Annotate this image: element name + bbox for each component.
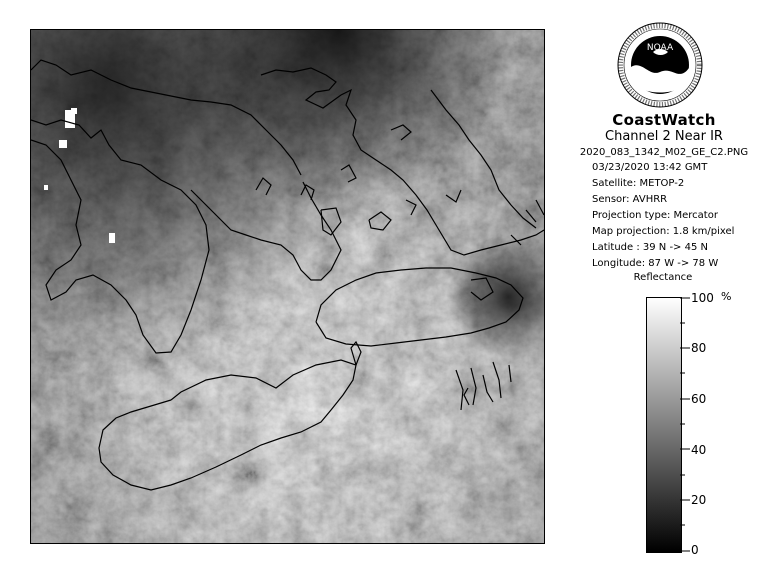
brand-title: CoastWatch <box>612 111 716 129</box>
longitude-label: Longitude: 87 W -> 78 W <box>592 258 719 269</box>
tick-label-20: 20 <box>691 493 707 507</box>
datetime-label: 03/23/2020 13:42 GMT <box>592 162 708 173</box>
noaa-logo <box>617 22 703 108</box>
filename-label: 2020_083_1342_M02_GE_C2.PNG <box>579 147 749 158</box>
reflectance-colorbar <box>646 297 682 553</box>
tick-label-60: 60 <box>691 392 707 406</box>
logo-center-text: NOAA <box>646 43 674 53</box>
tick-marks <box>680 298 690 551</box>
colorbar-ticks <box>680 297 692 553</box>
satellite-label: Satellite: METOP-2 <box>592 178 685 189</box>
channel-label: Channel 2 Near IR <box>605 129 723 144</box>
projection-type-label: Projection type: Mercator <box>592 210 718 221</box>
map-svg <box>31 30 544 543</box>
map-projection-label: Map projection: 1.8 km/pixel <box>592 226 735 237</box>
legend-unit: % <box>721 290 732 303</box>
tick-label-0: 0 <box>691 543 699 557</box>
tick-label-100: 100 <box>691 291 714 305</box>
legend-title: Reflectance <box>633 272 693 283</box>
tick-label-80: 80 <box>691 341 707 355</box>
clear-sky-east <box>31 30 544 543</box>
tick-label-40: 40 <box>691 443 707 457</box>
sensor-label: Sensor: AVHRR <box>592 194 668 205</box>
latitude-label: Latitude : 39 N -> 45 N <box>592 242 708 253</box>
satellite-map <box>30 29 545 544</box>
